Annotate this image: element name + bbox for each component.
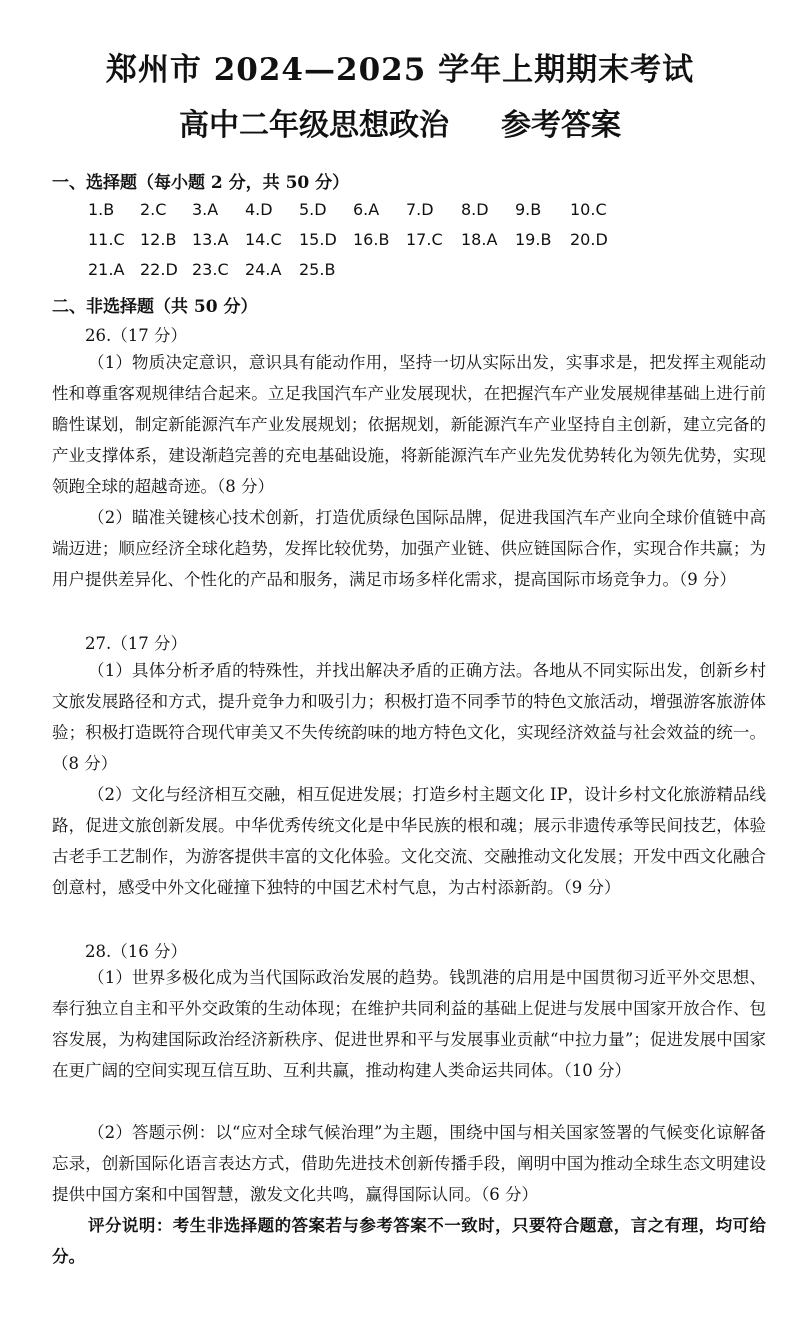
exam-subtitle bbox=[0, 100, 800, 144]
answer-key-label: 参考答案 bbox=[501, 108, 621, 143]
answer-row-3 bbox=[88, 260, 688, 284]
answer-item: 4.D bbox=[245, 200, 273, 219]
answer-item: 15.D bbox=[299, 230, 337, 249]
answer-item: 22.D bbox=[140, 260, 178, 279]
answer-item: 6.A bbox=[353, 200, 380, 219]
answer-row-1 bbox=[88, 200, 688, 224]
answer-item: 21.A bbox=[88, 260, 125, 279]
answer-item: 3.A bbox=[192, 200, 219, 219]
answer-item: 1.B bbox=[88, 200, 115, 219]
answer-item: 7.D bbox=[406, 200, 434, 219]
question-28-part-1: （1）世界多极化成为当代国际政治发展的趋势。钱凯港的启用是中国贯彻习近平外交思想、奉行独立自主和平外交政策的生动体现；在维护共同利益的基础上促进与发展中国家开放合作、包容发展，为构建国际政治经济新秩序、促进世界和平与发展事业贡献“中拉力量”；促进发展中国家在更广阔的空间实现互信互助、互利共赢，推动构建人类命运共同体。（10 分） bbox=[52, 968, 766, 1080]
subject-label: 高中二年级思想政治 bbox=[179, 108, 449, 143]
section-choice-heading: 一、选择题（每小题 2 分，共 50 分） bbox=[52, 173, 350, 193]
answer-item: 25.B bbox=[299, 260, 336, 279]
answer-item: 16.B bbox=[353, 230, 390, 249]
question-28-part-2: （2）答题示例：以“应对全球气候治理”为主题，围绕中国与相关国家签署的气候变化谅解备忘录，创新国际化语言表达方式，借助先进技术创新传播手段，阐明中国为推动全球生态文明建设提供中国方案和中国智慧，激发文化共鸣，赢得国际认同。（6 分） bbox=[52, 1123, 766, 1204]
question-26-part-1: （1）物质决定意识，意识具有能动作用，坚持一切从实际出发，实事求是，把发挥主观能动性和尊重客观规律结合起来。立足我国汽车产业发展现状，在把握汽车产业发展规律基础上进行前瞻性谋划，制定新能源汽车产业发展规划；依据规划，新能源汽车产业坚持自主创新，建立完备的产业支撑体系，建设渐趋完善的充电基础设施，将新能源汽车产业先发优势转化为领先优势，实现领跑全球的超越奇迹。（8 分） bbox=[52, 353, 766, 496]
grading-note: 评分说明：考生非选择题的答案若与参考答案不一致时，只要符合题意，言之有理，均可给分。 bbox=[52, 1216, 766, 1266]
answer-item: 10.C bbox=[570, 200, 607, 219]
question-26-part-2: （2）瞄准关键核心技术创新，打造优质绿色国际品牌，促进我国汽车产业向全球价值链中高端迈进；顺应经济全球化趋势，发挥比较优势，加强产业链、供应链国际合作，实现合作共赢；为用户提供差异化、个性化的产品和服务，满足市场多样化需求，提高国际市场竞争力。（9 分） bbox=[52, 508, 766, 589]
answer-item: 17.C bbox=[406, 230, 443, 249]
question-27-label: 27.（17 分） bbox=[85, 634, 187, 653]
answer-item: 9.B bbox=[515, 200, 542, 219]
answer-item: 19.B bbox=[515, 230, 552, 249]
answer-item: 24.A bbox=[245, 260, 282, 279]
answer-item: 8.D bbox=[461, 200, 489, 219]
answer-row-2 bbox=[88, 230, 688, 254]
answer-item: 23.C bbox=[192, 260, 229, 279]
answer-item: 2.C bbox=[140, 200, 167, 219]
exam-title: 郑州市 2024—2025 学年上期期末考试 bbox=[105, 52, 695, 88]
answer-item: 5.D bbox=[299, 200, 327, 219]
answer-item: 20.D bbox=[570, 230, 608, 249]
answer-item: 14.C bbox=[245, 230, 282, 249]
answer-item: 13.A bbox=[192, 230, 229, 249]
section-nonchoice-heading: 二、非选择题（共 50 分） bbox=[52, 297, 258, 317]
answer-item: 11.C bbox=[88, 230, 125, 249]
question-27-part-1: （1）具体分析矛盾的特殊性，并找出解决矛盾的正确方法。各地从不同实际出发，创新乡村文旅发展路径和方式，提升竞争力和吸引力；积极打造不同季节的特色文旅活动，增强游客旅游体验；积极打造既符合现代审美又不失传统韵味的地方特色文化，实现经济效益与社会效益的统一。（8 分） bbox=[52, 661, 766, 773]
answer-item: 12.B bbox=[140, 230, 177, 249]
question-27-part-2: （2）文化与经济相互交融，相互促进发展；打造乡村主题文化 IP，设计乡村文化旅游精品线路，促进文旅创新发展。中华优秀传统文化是中华民族的根和魂；展示非遗传承等民间技艺，体验古老手工艺制作，为游客提供丰富的文化体验。文化交流、交融推动文化发展；开发中西文化融合创意村，感受中外文化碰撞下独特的中国艺术村气息，为古村添新韵。（9 分） bbox=[52, 785, 766, 897]
question-26-label: 26.（17 分） bbox=[85, 326, 187, 345]
answer-item: 18.A bbox=[461, 230, 498, 249]
question-28-label: 28.（16 分） bbox=[85, 942, 187, 961]
